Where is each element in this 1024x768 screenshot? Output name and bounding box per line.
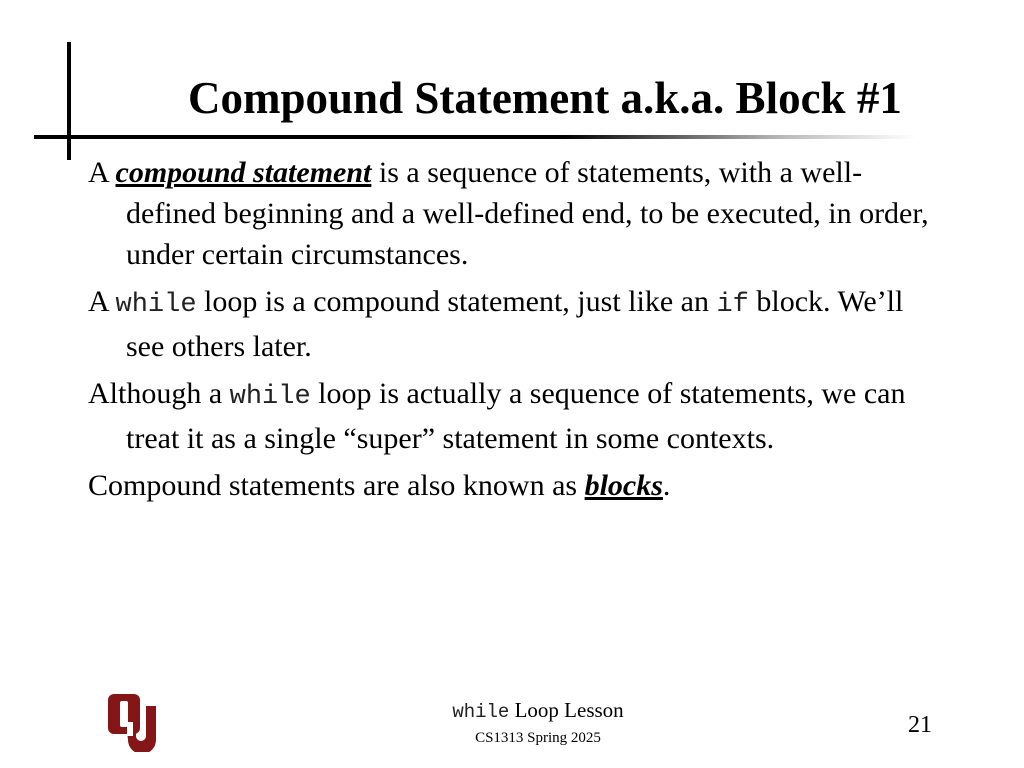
paragraph-compound-statement-definition: A compound statement is a sequence of statements, with a well-defined beginning and a well-defined end, to be executed, in order, under certain circumstances. <box>88 156 929 271</box>
footer <box>360 697 716 749</box>
footer-lesson-title: while Loop Lesson <box>452 698 624 723</box>
slide-body <box>88 152 948 512</box>
decorative-horizontal-line <box>34 135 916 139</box>
paragraph-while-loop: A while loop is a compound statement, just like an if block. We’ll see others later. <box>88 285 904 363</box>
term-blocks: blocks <box>584 469 663 502</box>
footer-course: CS1313 Spring 2025 <box>475 730 601 746</box>
page-number: 21 <box>908 712 932 738</box>
ou-logo-icon <box>108 688 158 752</box>
paragraph-blocks: Compound statements are also known as blocks. <box>88 469 671 502</box>
code-while: while <box>115 290 197 320</box>
term-compound-statement: compound statement <box>115 156 372 189</box>
decorative-vertical-line <box>67 42 71 160</box>
code-if: if <box>716 290 749 320</box>
code-while: while <box>229 382 311 412</box>
footer-code-while: while <box>452 701 510 723</box>
slide-title: Compound Statement a.k.a. Block #1 <box>188 73 902 123</box>
paragraph-super-statement: Although a while loop is actually a sequence of statements, we can treat it as a single “super” statement in some contexts. <box>88 377 906 455</box>
